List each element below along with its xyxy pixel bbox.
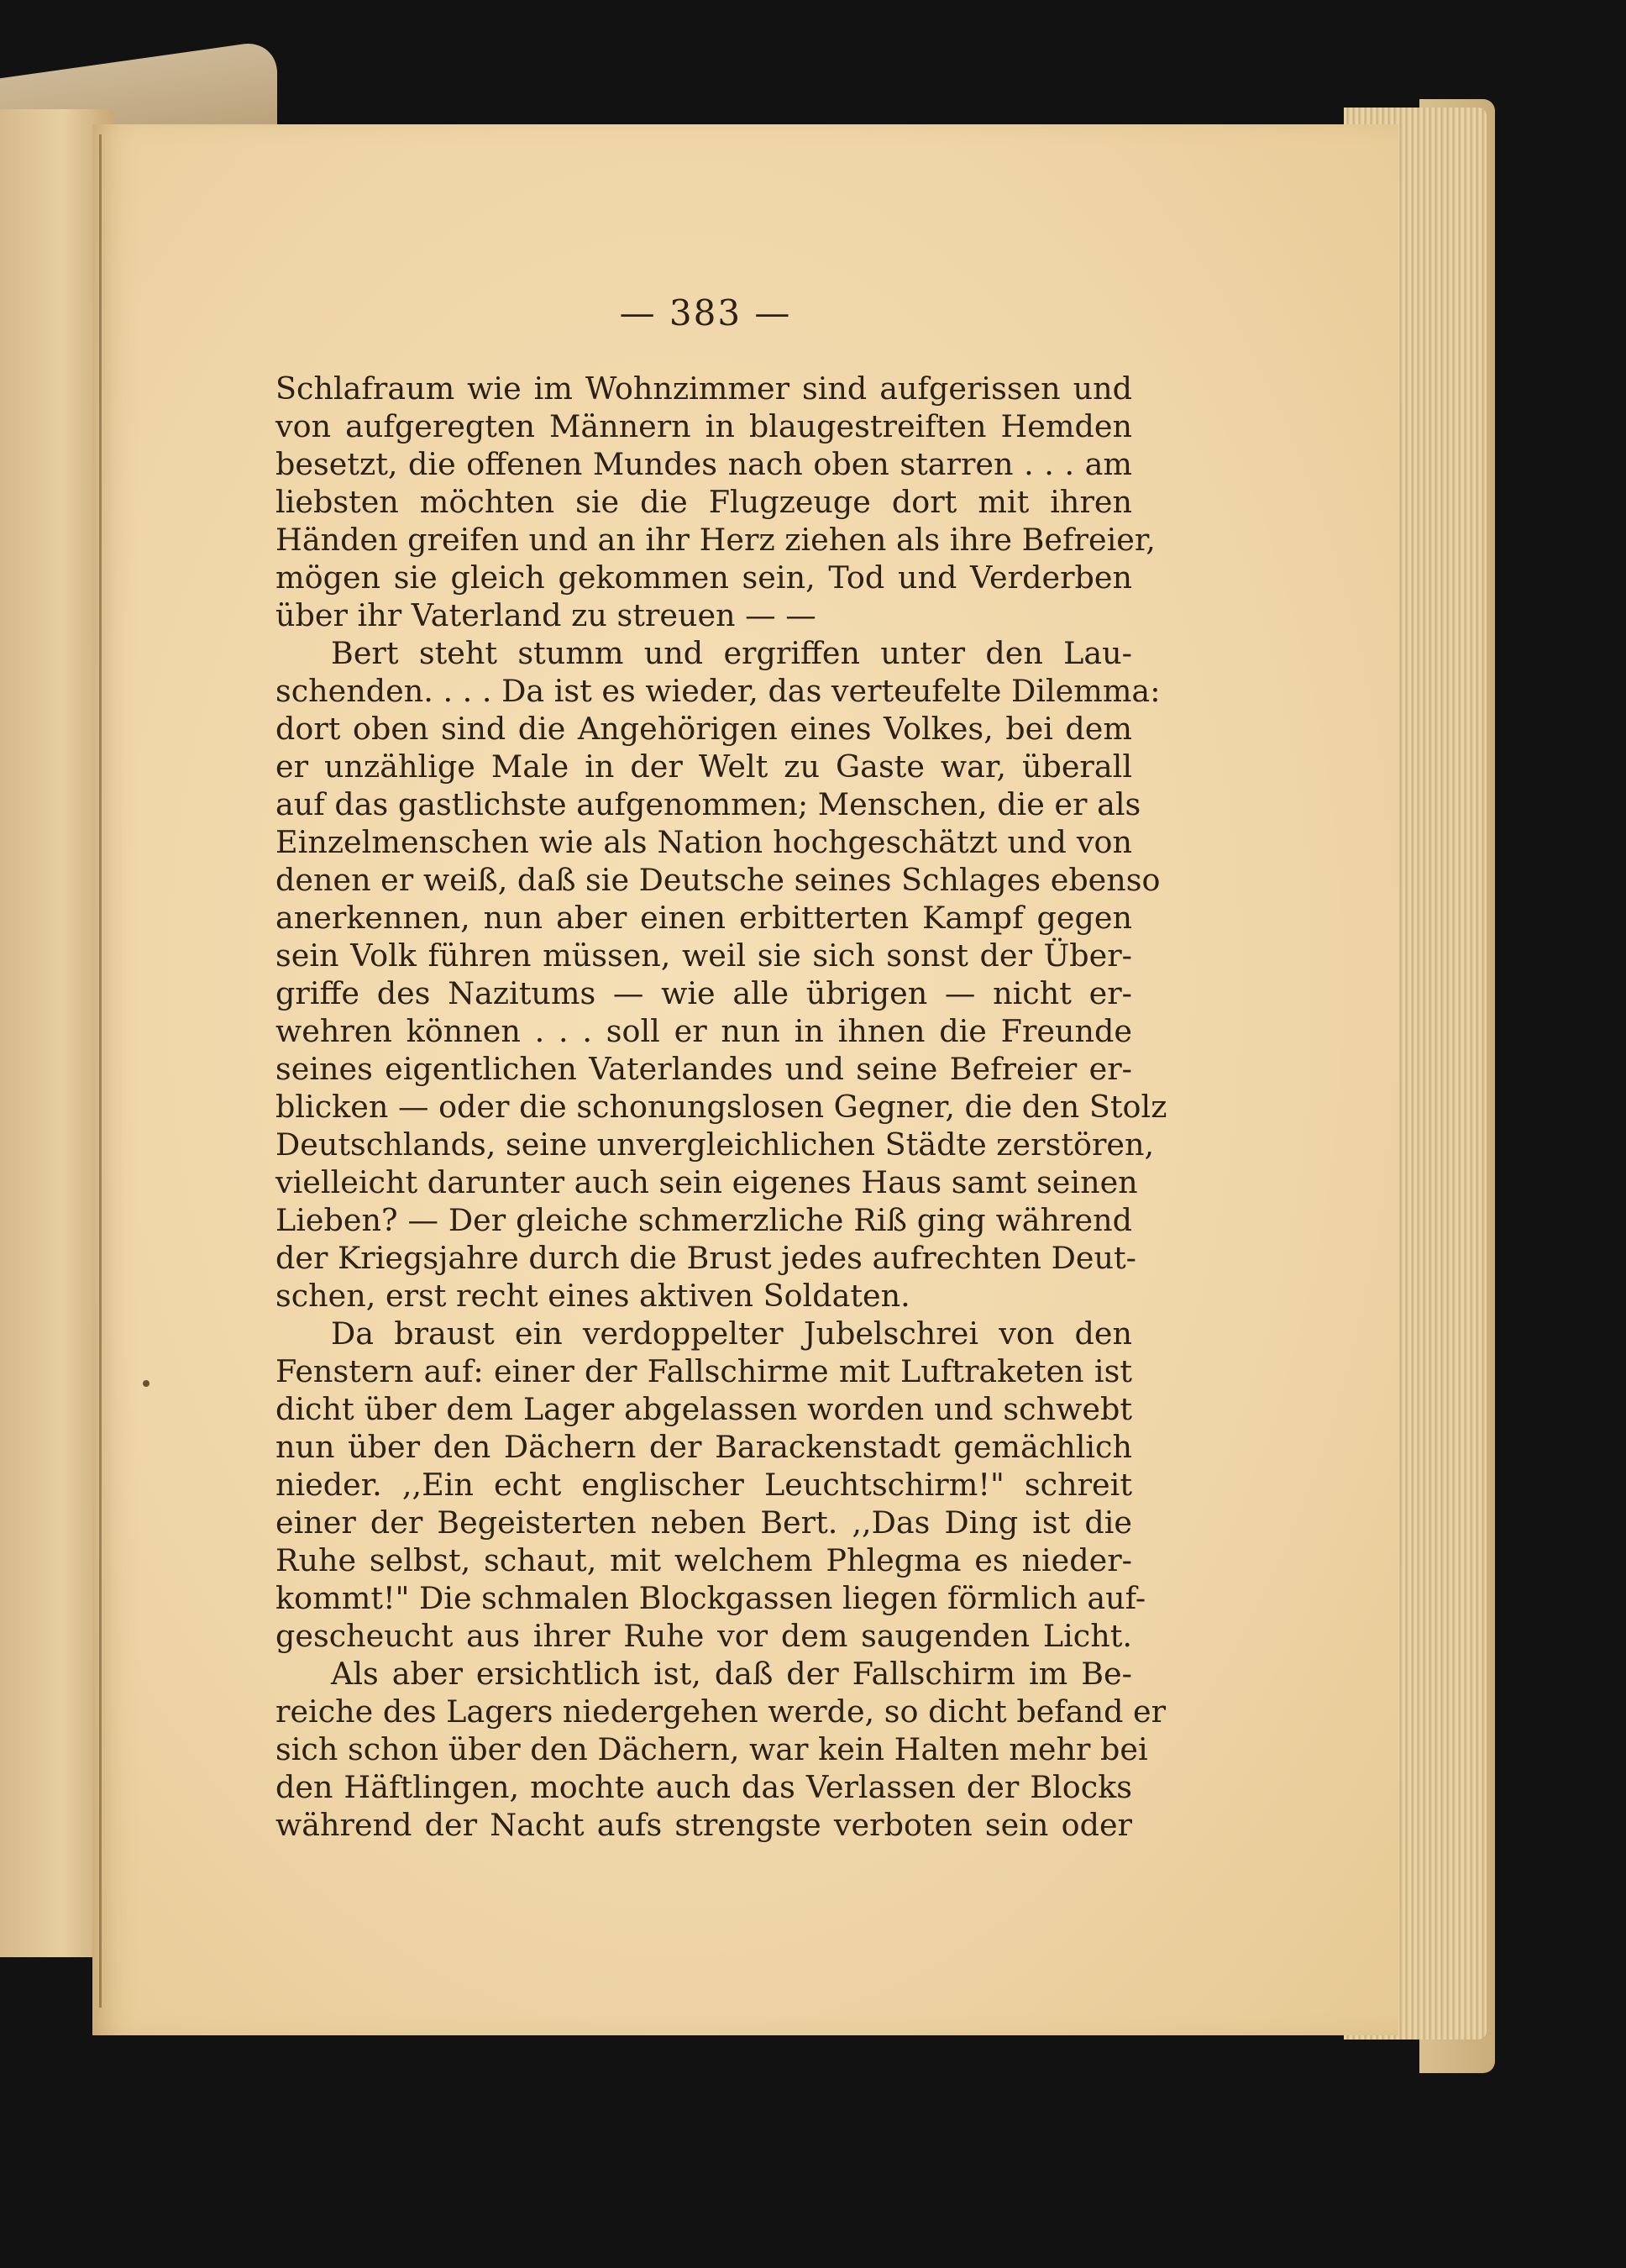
text-line: vielleicht darunter auch sein eigenes Haus samt seinen xyxy=(275,1164,1138,1200)
text-line: er unzählige Male in der Welt zu Gaste war, überall xyxy=(275,748,1132,785)
text-line: schenden. . . . Da ist es wieder, das verteufelte Dilemma: xyxy=(275,673,1161,709)
text-line: der Kriegsjahre durch die Brust jedes aufrechten Deut- xyxy=(275,1240,1136,1276)
text-line: dort oben sind die Angehörigen eines Volkes, bei dem xyxy=(275,711,1132,747)
text-line: reiche des Lagers niedergehen werde, so dicht befand er xyxy=(275,1693,1167,1730)
text-line: Fenstern auf: einer der Fallschirme mit Luftraketen ist xyxy=(275,1353,1132,1389)
text-line: Bert steht stumm und ergriffen unter den Lau- xyxy=(331,635,1132,671)
text-line: denen er weiß, daß sie Deutsche seines Schlages ebenso xyxy=(275,862,1161,898)
text-line: liebsten möchten sie die Flugzeuge dort mit ihren xyxy=(275,484,1132,520)
text-line: den Häftlingen, mochte auch das Verlassen der Blocks xyxy=(275,1769,1132,1805)
text-line: griffe des Nazitums — wie alle übrigen — nicht er- xyxy=(275,975,1132,1011)
text-line: sein Volk führen müssen, weil sie sich sonst der Über- xyxy=(275,937,1132,974)
body-text xyxy=(275,370,1167,1844)
text-line: nieder. ,,Ein echt englischer Leuchtschirm!" schreit xyxy=(275,1467,1132,1503)
text-line: sich schon über den Dächern, war kein Halten mehr bei xyxy=(275,1731,1148,1767)
text-line: während der Nacht aufs strengste verboten sein oder xyxy=(275,1807,1132,1843)
text-line: über ihr Vaterland zu streuen — — xyxy=(275,597,816,633)
text-line: blicken — oder die schonungslosen Gegner, die den Stolz xyxy=(275,1089,1167,1125)
text-line: Als aber ersichtlich ist, daß der Fallschirm im Be- xyxy=(331,1656,1132,1692)
text-line: seines eigentlichen Vaterlandes und seine Befreier er- xyxy=(275,1051,1132,1087)
text-line: auf das gastlichste aufgenommen; Menschen, die er als xyxy=(275,786,1141,822)
text-line: anerkennen, nun aber einen erbitterten Kampf gegen xyxy=(275,900,1132,936)
page-gutter xyxy=(99,134,102,2008)
text-line: nun über den Dächern der Barackenstadt gemächlich xyxy=(275,1429,1132,1465)
text-line: gescheucht aus ihrer Ruhe vor dem saugenden Licht. xyxy=(275,1618,1132,1654)
text-line: Händen greifen und an ihr Herz ziehen als ihre Befreier, xyxy=(275,522,1156,558)
text-line: von aufgeregten Männern in blaugestreiften Hemden xyxy=(275,408,1132,444)
text-line: einer der Begeisterten neben Bert. ,,Das Ding ist die xyxy=(275,1504,1132,1541)
text-line: dicht über dem Lager abgelassen worden und schwebt xyxy=(275,1391,1132,1427)
text-line: wehren können . . . soll er nun in ihnen die Freunde xyxy=(275,1013,1132,1049)
text-line: mögen sie gleich gekommen sein, Tod und Verderben xyxy=(275,559,1132,596)
text-line: Lieben? — Der gleiche schmerzliche Riß ging während xyxy=(275,1202,1132,1238)
text-line: schen, erst recht eines aktiven Soldaten. xyxy=(275,1278,910,1314)
text-line: Da braust ein verdoppelter Jubelschrei von den xyxy=(331,1315,1132,1352)
text-line: Schlafraum wie im Wohnzimmer sind aufgerissen und xyxy=(275,370,1132,407)
text-line: Deutschlands, seine unvergleichlichen Städte zerstören, xyxy=(275,1126,1155,1163)
text-line: Ruhe selbst, schaut, mit welchem Phlegma es nieder- xyxy=(275,1542,1132,1578)
text-line: Einzelmenschen wie als Nation hochgeschätzt und von xyxy=(275,824,1132,860)
text-line: besetzt, die offenen Mundes nach oben starren . . . am xyxy=(275,446,1132,482)
page-number: — 383 — xyxy=(619,292,792,333)
text-line: kommt!" Die schmalen Blockgassen liegen förmlich auf- xyxy=(275,1580,1146,1616)
margin-mark xyxy=(143,1380,149,1387)
